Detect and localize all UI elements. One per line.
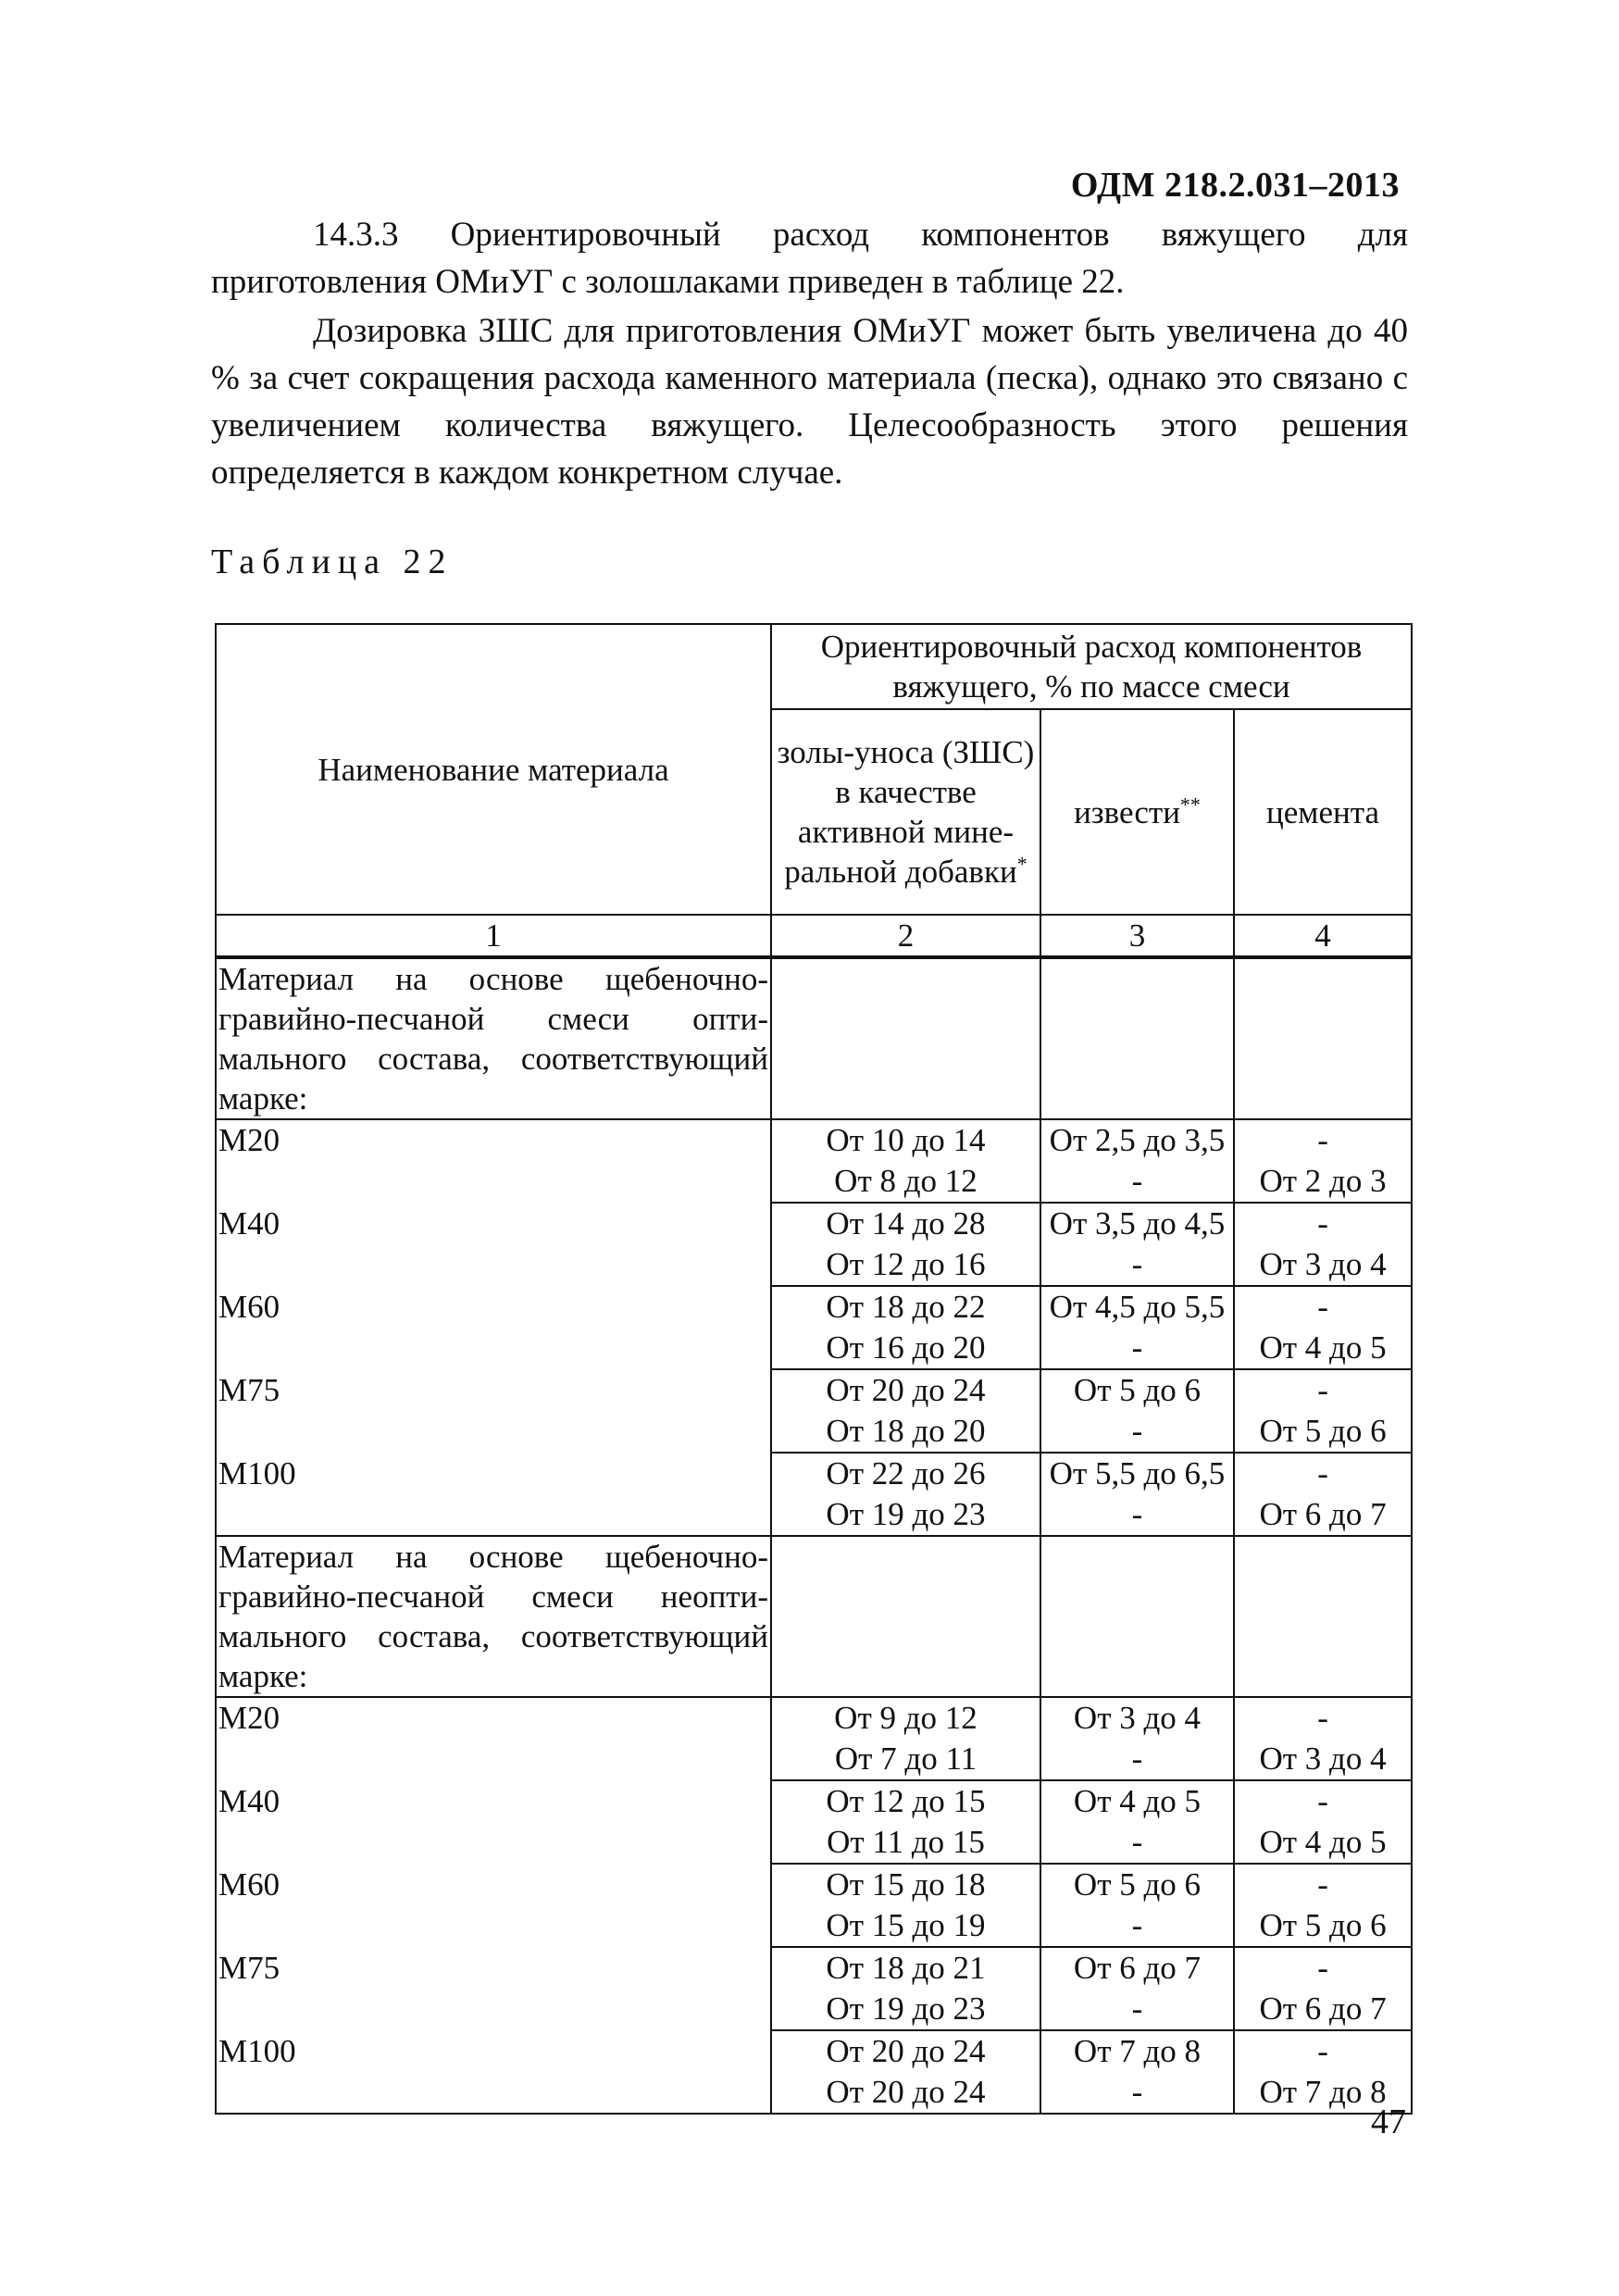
group-label: Материал на основе щебеночно-гравийно-песчаной смеси неопти-мального состава, соответствующий марке: <box>216 1536 771 1697</box>
lime-value: От 5 до 6 <box>1040 1864 1234 1905</box>
fly-ash-value: От 19 до 23 <box>771 1494 1040 1536</box>
fly-ash-value: От 7 до 11 <box>771 1739 1040 1780</box>
cement-value: - <box>1234 2030 1412 2072</box>
cement-value: - <box>1234 1286 1412 1328</box>
grade-label: М100 <box>216 1453 771 1494</box>
cement-value: - <box>1234 1697 1412 1739</box>
cement-value: От 6 до 7 <box>1234 1494 1412 1536</box>
lime-value: От 4,5 до 5,5 <box>1040 1286 1234 1328</box>
cement-value: - <box>1234 1947 1412 1989</box>
lime-value: - <box>1040 1822 1234 1864</box>
column-number: 1 <box>216 915 771 957</box>
fly-ash-value: От 20 до 24 <box>771 2072 1040 2114</box>
fly-ash-value: От 14 до 28 <box>771 1203 1040 1244</box>
fly-ash-value: От 22 до 26 <box>771 1453 1040 1494</box>
header-fly-ash: золы-уноса (ЗШС) в качестве активной мине-ральной добавки* <box>771 709 1040 915</box>
column-number: 2 <box>771 915 1040 957</box>
fly-ash-value: От 9 до 12 <box>771 1697 1040 1739</box>
table-row <box>216 1822 1412 1864</box>
table-title: Таблица 22 <box>211 543 454 581</box>
cement-value: От 4 до 5 <box>1234 1328 1412 1369</box>
table-row <box>216 1119 1412 1161</box>
table-row <box>216 1203 1412 1244</box>
fly-ash-value: От 12 до 15 <box>771 1780 1040 1822</box>
lime-value: - <box>1040 1411 1234 1453</box>
lime-value: - <box>1040 1905 1234 1947</box>
lime-value: От 2,5 до 3,5 <box>1040 1119 1234 1161</box>
cement-value: От 3 до 4 <box>1234 1244 1412 1286</box>
grade-label: М40 <box>216 1780 771 1822</box>
fly-ash-value: От 18 до 22 <box>771 1286 1040 1328</box>
lime-value: От 6 до 7 <box>1040 1947 1234 1989</box>
group-label: Материал на основе щебеночно-гравийно-песчаной смеси опти-мального состава, соответствующий марке: <box>216 957 771 1119</box>
lime-value: От 7 до 8 <box>1040 2030 1234 2072</box>
lime-value: - <box>1040 2072 1234 2114</box>
document-code: ОДМ 218.2.031–2013 <box>1070 166 1400 205</box>
cement-value: - <box>1234 1369 1412 1411</box>
table-row <box>216 1244 1412 1286</box>
grade-label: М75 <box>216 1369 771 1411</box>
table-body <box>216 957 1412 2114</box>
lime-value: От 5,5 до 6,5 <box>1040 1453 1234 1494</box>
fly-ash-value: От 15 до 19 <box>771 1905 1040 1947</box>
fly-ash-value: От 15 до 18 <box>771 1864 1040 1905</box>
cement-value: - <box>1234 1119 1412 1161</box>
cement-value: От 7 до 8 <box>1234 2072 1412 2114</box>
paragraph-dosage: Дозировка ЗШС для приготовления ОМиУГ может быть увеличена до 40 % за счет сокращения расхода каменного материала (песка), однако это связано с увеличением количества вяжущего. Целесообразность этого решения определяется в каждом конкретном случае. <box>211 312 1408 492</box>
grade-label: М100 <box>216 2030 771 2072</box>
header-binder-group: Ориентировочный расход компонентов вяжущего, % по массе смеси <box>771 624 1412 709</box>
group-label-row <box>216 957 1412 1119</box>
table-row <box>216 1780 1412 1822</box>
cement-value: - <box>1234 1453 1412 1494</box>
cement-value: От 5 до 6 <box>1234 1905 1412 1947</box>
lime-value: - <box>1040 1161 1234 1203</box>
table-row <box>216 1697 1412 1739</box>
fly-ash-value: От 10 до 14 <box>771 1119 1040 1161</box>
lime-value: От 3 до 4 <box>1040 1697 1234 1739</box>
table-row <box>216 2072 1412 2114</box>
table-row <box>216 1411 1412 1453</box>
table-row <box>216 1905 1412 1947</box>
group-label-row <box>216 1536 1412 1697</box>
header-lime: извести** <box>1040 709 1234 915</box>
table-row <box>216 1161 1412 1203</box>
fly-ash-value: От 8 до 12 <box>771 1161 1040 1203</box>
grade-label: М20 <box>216 1119 771 1161</box>
cement-value: - <box>1234 1780 1412 1822</box>
cement-value: - <box>1234 1864 1412 1905</box>
lime-value: От 4 до 5 <box>1040 1780 1234 1822</box>
cement-value: От 4 до 5 <box>1234 1822 1412 1864</box>
header-cement: цемента <box>1234 709 1412 915</box>
fly-ash-value: От 12 до 16 <box>771 1244 1040 1286</box>
table-row <box>216 1494 1412 1536</box>
header-material-name: Наименование материала <box>216 624 771 915</box>
lime-value: - <box>1040 1494 1234 1536</box>
lime-value: От 3,5 до 4,5 <box>1040 1203 1234 1244</box>
column-number: 4 <box>1234 915 1412 957</box>
fly-ash-value: От 16 до 20 <box>771 1328 1040 1369</box>
column-number: 3 <box>1040 915 1234 957</box>
fly-ash-value: От 20 до 24 <box>771 2030 1040 2072</box>
binder-consumption-table <box>215 623 1413 2115</box>
lime-value: - <box>1040 1328 1234 1369</box>
table-row <box>216 1947 1412 1989</box>
table-row <box>216 1369 1412 1411</box>
grade-label: М40 <box>216 1203 771 1244</box>
fly-ash-value: От 20 до 24 <box>771 1369 1040 1411</box>
table-row <box>216 1453 1412 1494</box>
table-row <box>216 1286 1412 1328</box>
table-row <box>216 1864 1412 1905</box>
fly-ash-value: От 11 до 15 <box>771 1822 1040 1864</box>
cement-value: - <box>1234 1203 1412 1244</box>
table-row <box>216 1989 1412 2030</box>
table-row <box>216 2030 1412 2072</box>
fly-ash-value: От 19 до 23 <box>771 1989 1040 2030</box>
cement-value: От 2 до 3 <box>1234 1161 1412 1203</box>
paragraph-14-3-3: 14.3.3 Ориентировочный расход компонентов вяжущего для приготовления ОМиУГ с золошлаками приведен в таблице 22. <box>211 216 1408 301</box>
cement-value: От 3 до 4 <box>1234 1739 1412 1780</box>
fly-ash-value: От 18 до 20 <box>771 1411 1040 1453</box>
lime-value: - <box>1040 1739 1234 1780</box>
grade-label: М60 <box>216 1864 771 1905</box>
lime-value: - <box>1040 1989 1234 2030</box>
lime-value: - <box>1040 1244 1234 1286</box>
lime-value: От 5 до 6 <box>1040 1369 1234 1411</box>
table-row <box>216 1328 1412 1369</box>
table-row <box>216 1739 1412 1780</box>
grade-label: М20 <box>216 1697 771 1739</box>
page-number: 47 <box>1371 2103 1406 2141</box>
fly-ash-value: От 18 до 21 <box>771 1947 1040 1989</box>
grade-label: М75 <box>216 1947 771 1989</box>
cement-value: От 5 до 6 <box>1234 1411 1412 1453</box>
cement-value: От 6 до 7 <box>1234 1989 1412 2030</box>
grade-label: М60 <box>216 1286 771 1328</box>
